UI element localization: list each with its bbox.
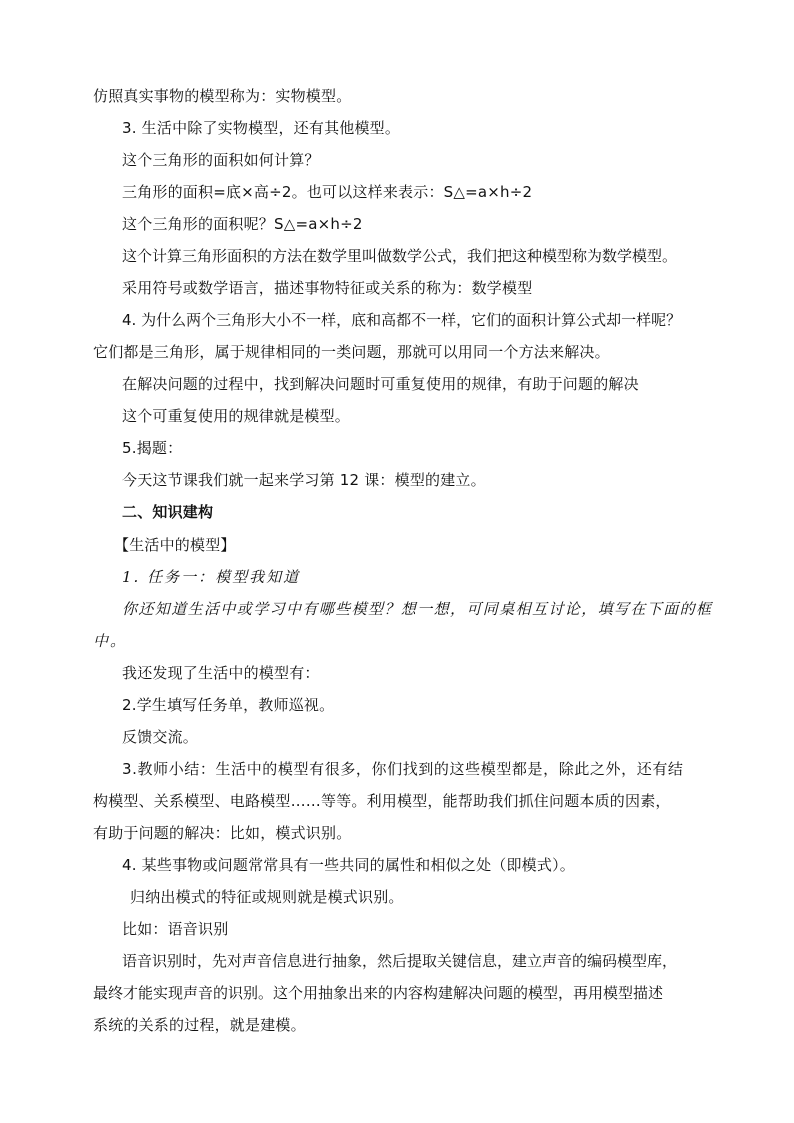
paragraph-line: 仿照真实事物的模型称为：实物模型。 — [93, 87, 352, 105]
paragraph-line: 这个计算三角形面积的方法在数学里叫做数学公式，我们把这种模型称为数学模型。 — [122, 247, 678, 265]
paragraph-line: 3.教师小结：生活中的模型有很多，你们找到的这些模型都是，除此之外，还有结 — [122, 760, 684, 778]
paragraph-line: 在解决问题的过程中，找到解决问题时可重复使用的规律，有助于问题的解决 — [122, 375, 639, 393]
paragraph-line: 比如：语音识别 — [122, 920, 229, 938]
subsection-heading: 【生活中的模型】 — [114, 536, 236, 554]
paragraph-line: 2.学生填写任务单，教师巡视。 — [122, 696, 335, 714]
paragraph-line: 最终才能实现声音的识别。这个用抽象出来的内容构建解决问题的模型，再用模型描述 — [93, 984, 664, 1002]
paragraph-line: 有助于问题的解决：比如，模式识别。 — [93, 824, 352, 842]
paragraph-line: 语音识别时，先对声音信息进行抽象，然后提取关键信息，建立声音的编码模型库， — [122, 952, 678, 970]
paragraph-line: 4. 为什么两个三角形大小不一样，底和高都不一样，它们的面积计算公式却一样呢？ — [122, 311, 682, 329]
section-heading: 二、知识建构 — [122, 503, 214, 521]
paragraph-line: 归纳出模式的特征或规则就是模式识别。 — [130, 888, 404, 906]
paragraph-line: 这个可重复使用的规律就是模型。 — [122, 407, 351, 425]
paragraph-line: 3. 生活中除了实物模型，还有其他模型。 — [122, 119, 401, 137]
paragraph-line: 今天这节课我们就一起来学习第 12 课：模型的建立。 — [122, 471, 486, 489]
paragraph-line: 4. 某些事物或问题常常具有一些共同的属性和相似之处（即模式）。 — [122, 856, 575, 874]
paragraph-line: 中。 — [93, 632, 128, 650]
paragraph-line: 这个三角形的面积如何计算？ — [122, 151, 320, 169]
paragraph-line: 我还发现了生活中的模型有： — [122, 664, 320, 682]
paragraph-line: 反馈交流。 — [122, 728, 199, 746]
paragraph-line: 它们都是三角形，属于规律相同的一类问题，那就可以用同一个方法来解决。 — [93, 343, 610, 361]
paragraph-line: 你还知道生活中或学习中有哪些模型？想一想，可同桌相互讨论，填写在下面的框 — [122, 600, 713, 618]
paragraph-line: 采用符号或数学语言，描述事物特征或关系的称为：数学模型 — [122, 279, 533, 297]
paragraph-line: 这个三角形的面积呢？S△=a×h÷2 — [122, 215, 363, 233]
paragraph-line: 三角形的面积=底×高÷2。也可以这样来表示：S△=a×h÷2 — [122, 183, 533, 201]
paragraph-line: 1. 任务一：模型我知道 — [122, 568, 301, 586]
paragraph-line: 构模型、关系模型、电路模型……等等。利用模型，能帮助我们抓住问题本质的因素， — [93, 792, 671, 810]
paragraph-line: 系统的关系的过程，就是建模。 — [93, 1016, 306, 1034]
paragraph-line: 5.揭题： — [122, 439, 183, 457]
